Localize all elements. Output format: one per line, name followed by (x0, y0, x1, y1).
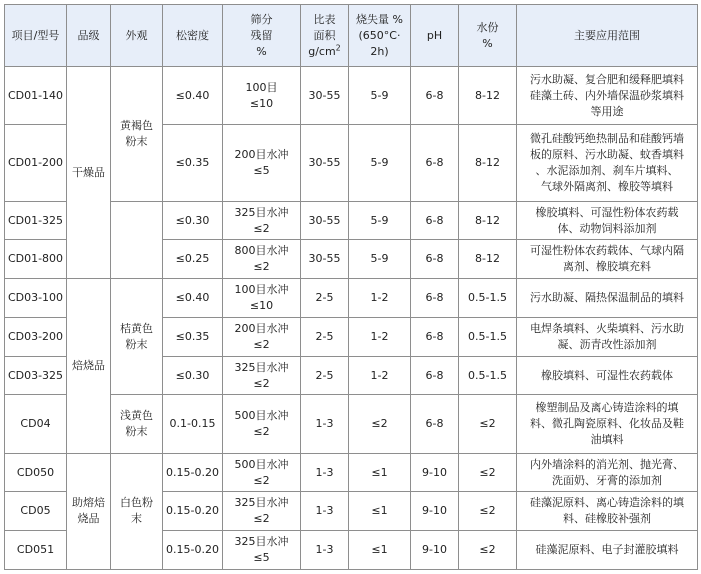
cell-ph: 6-8 (411, 395, 459, 453)
cell-area: 1-3 (301, 453, 349, 492)
cell-model: CD03-325 (5, 356, 67, 395)
header-loss-on-ignition: 烧失量 % (650°C· 2h) (349, 5, 411, 67)
cell-application: 橡胶填料、可湿性农药载体 (517, 356, 698, 395)
cell-area: 1-3 (301, 531, 349, 570)
cell-water: 8-12 (459, 201, 517, 240)
cell-water: 0.5-1.5 (459, 317, 517, 356)
cell-loss: ≤1 (349, 492, 411, 531)
cell-grade: 干燥品 (67, 67, 111, 279)
cell-area: 2-5 (301, 356, 349, 395)
cell-density: ≤0.40 (163, 67, 223, 125)
cell-application: 可湿性粉体农药载体、气球内隔 离剂、橡胶填充料 (517, 240, 698, 279)
cell-density: ≤0.35 (163, 125, 223, 202)
cell-area: 30-55 (301, 201, 349, 240)
cell-model: CD05 (5, 492, 67, 531)
cell-application: 内外墙涂料的消光剂、抛光膏、 洗面奶、牙膏的添加剂 (517, 453, 698, 492)
header-model: 项目/型号 (5, 5, 67, 67)
cell-loss: ≤1 (349, 531, 411, 570)
table-row (5, 279, 698, 318)
cell-application: 微孔硅酸钙绝热制品和硅酸钙墙 板的原料、污水助凝、蚊香填料 、水泥添加剂、刹车片填料、 气球外隔离剂、橡胶等填料 (517, 125, 698, 202)
cell-ph: 6-8 (411, 201, 459, 240)
cell-application: 橡塑制品及离心铸造涂料的填 料、微孔陶瓷原料、化妆品及鞋 油填料 (517, 395, 698, 453)
cell-appearance: 浅黄色 粉末 (111, 395, 163, 453)
cell-loss: 5-9 (349, 67, 411, 125)
header-grade: 品级 (67, 5, 111, 67)
table-row (5, 453, 698, 492)
product-spec-table (4, 4, 698, 570)
cell-density: ≤0.25 (163, 240, 223, 279)
header-density: 松密度 (163, 5, 223, 67)
cell-sieve: 325目水冲 ≤2 (223, 356, 301, 395)
cell-density: 0.1-0.15 (163, 395, 223, 453)
cell-sieve: 500目水冲 ≤2 (223, 395, 301, 453)
cell-density: 0.15-0.20 (163, 492, 223, 531)
cell-application: 电焊条填料、火柴填料、污水助 凝、沥青改性添加剂 (517, 317, 698, 356)
cell-water: ≤2 (459, 453, 517, 492)
header-appearance: 外观 (111, 5, 163, 67)
cell-sieve: 800目水冲 ≤2 (223, 240, 301, 279)
cell-loss: 1-2 (349, 279, 411, 318)
cell-grade: 焙烧品 (67, 279, 111, 453)
cell-appearance: 黄褐色 粉末 (111, 67, 163, 202)
cell-area: 1-3 (301, 395, 349, 453)
cell-ph: 9-10 (411, 453, 459, 492)
cell-grade: 助熔焙 烧品 (67, 453, 111, 569)
cell-sieve: 325目水冲 ≤2 (223, 201, 301, 240)
cell-area: 1-3 (301, 492, 349, 531)
cell-model: CD03-200 (5, 317, 67, 356)
cell-model: CD04 (5, 395, 67, 453)
cell-sieve: 100目 ≤10 (223, 67, 301, 125)
cell-model: CD051 (5, 531, 67, 570)
header-application: 主要应用范围 (517, 5, 698, 67)
cell-ph: 6-8 (411, 279, 459, 318)
cell-ph: 9-10 (411, 492, 459, 531)
cell-density: ≤0.35 (163, 317, 223, 356)
cell-ph: 6-8 (411, 240, 459, 279)
cell-loss: 5-9 (349, 240, 411, 279)
cell-loss: 5-9 (349, 201, 411, 240)
cell-sieve: 200目水冲 ≤5 (223, 125, 301, 202)
cell-model: CD01-325 (5, 201, 67, 240)
cell-area: 2-5 (301, 317, 349, 356)
cell-loss: 1-2 (349, 356, 411, 395)
cell-appearance-empty (111, 201, 163, 279)
cell-ph: 6-8 (411, 317, 459, 356)
cell-water: ≤2 (459, 492, 517, 531)
cell-model: CD01-200 (5, 125, 67, 202)
cell-loss: 5-9 (349, 125, 411, 202)
cell-model: CD050 (5, 453, 67, 492)
cell-water: 0.5-1.5 (459, 279, 517, 318)
cell-application: 硅藻泥原料、离心铸造涂料的填 料、硅橡胶补强剂 (517, 492, 698, 531)
cell-ph: 6-8 (411, 356, 459, 395)
cell-density: ≤0.30 (163, 356, 223, 395)
cell-water: 8-12 (459, 240, 517, 279)
cell-water: ≤2 (459, 531, 517, 570)
table-row (5, 67, 698, 125)
cell-water: 8-12 (459, 67, 517, 125)
cell-ph: 9-10 (411, 531, 459, 570)
cell-density: 0.15-0.20 (163, 453, 223, 492)
cell-loss: ≤2 (349, 395, 411, 453)
cell-ph: 6-8 (411, 125, 459, 202)
cell-sieve: 200目水冲 ≤2 (223, 317, 301, 356)
cell-model: CD01-800 (5, 240, 67, 279)
header-ph: pH (411, 5, 459, 67)
cell-area: 30-55 (301, 240, 349, 279)
cell-water: 8-12 (459, 125, 517, 202)
cell-water: 0.5-1.5 (459, 356, 517, 395)
cell-area: 30-55 (301, 125, 349, 202)
cell-application: 污水助凝、复合肥和缓释肥填料 硅藻土砖、内外墙保温砂浆填料 等用途 (517, 67, 698, 125)
cell-loss: 1-2 (349, 317, 411, 356)
cell-sieve: 325目水冲 ≤2 (223, 492, 301, 531)
cell-density: ≤0.40 (163, 279, 223, 318)
cell-area: 2-5 (301, 279, 349, 318)
cell-sieve: 100目水冲 ≤10 (223, 279, 301, 318)
cell-model: CD03-100 (5, 279, 67, 318)
cell-appearance: 白色粉 末 (111, 453, 163, 569)
cell-water: ≤2 (459, 395, 517, 453)
cell-sieve: 500目水冲 ≤2 (223, 453, 301, 492)
cell-sieve: 325目水冲 ≤5 (223, 531, 301, 570)
cell-density: ≤0.30 (163, 201, 223, 240)
header-sieve: 筛分 残留 % (223, 5, 301, 67)
cell-application: 橡胶填料、可湿性粉体农药载 体、动物饲料添加剂 (517, 201, 698, 240)
header-surface-area: 比表 面积 $g/cm^2$ (301, 5, 349, 67)
cell-density: 0.15-0.20 (163, 531, 223, 570)
cell-loss: ≤1 (349, 453, 411, 492)
cell-application: 污水助凝、隔热保温制品的填料 (517, 279, 698, 318)
cell-model: CD01-140 (5, 67, 67, 125)
cell-area: 30-55 (301, 67, 349, 125)
header-water: 水份 % (459, 5, 517, 67)
cell-ph: 6-8 (411, 67, 459, 125)
cell-application: 硅藻泥原料、电子封灌胶填料 (517, 531, 698, 570)
header-row (5, 5, 698, 67)
cell-appearance: 桔黄色 粉末 (111, 279, 163, 395)
